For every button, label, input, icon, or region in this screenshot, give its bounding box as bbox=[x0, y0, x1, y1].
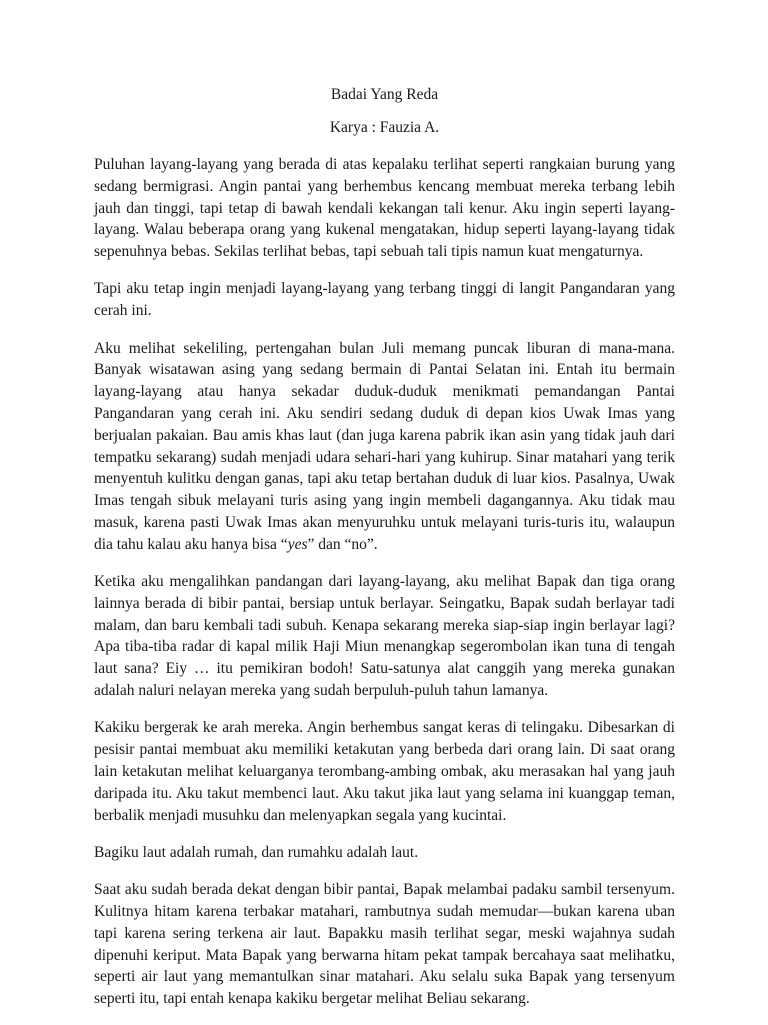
paragraph-3 bbox=[94, 338, 675, 556]
paragraph-7: Saat aku sudah berada dekat dengan bibir pantai, Bapak melambai padaku sambil tersenyum. Kulitnya hitam karena terbakar matahari, rambutnya sudah memudar—bukan karena uban tapi karena sering terkena air laut. Bapakku masih terlihat segar, meski wajahnya sudah dipenuhi keriput. Mata Bapak yang berwarna hitam pekat tampak bercahaya saat melihatku, seperti air laut yang memantulkan sinar matahari. Aku selalu suka Bapak yang tersenyum seperti itu, tapi entah kenapa kakiku bergetar melihat Beliau sekarang. bbox=[94, 881, 675, 1008]
quote-rest: ” dan “no”. bbox=[307, 535, 378, 553]
document-page bbox=[94, 84, 675, 1025]
paragraph-1: Puluhan layang-layang yang berada di atas kepalaku terlihat seperti rangkaian burung yang sedang bermigrasi. Angin pantai yang berhembus kencang membuat mereka terbang lebih jauh dan tinggi, tapi tetap di bawah kendali kekangan tali kenur. Aku ingin seperti layang-layang. Walau beberapa orang yang kukenal mengatakan, hidup seperti layang-layang tidak sepenuhnya bebas. Sekilas terlihat bebas, tapi sebuah tali tipis namun kuat mengaturnya. bbox=[94, 156, 675, 261]
paragraph-4: Ketika aku mengalihkan pandangan dari layang-layang, aku melihat Bapak dan tiga orang lainnya berada di bibir pantai, bersiap untuk berlayar. Seingatku, Bapak sudah berlayar tadi malam, dan baru kembali tadi subuh. Kenapa sekarang mereka siap-siap ingin berlayar lagi? Apa tiba-tiba radar di kapal milik Haji Miun menangkap segerombolan ikan tuna di tengah laut sana? Eiy … itu pemikiran bodoh! Satu-satunya alat canggih yang mereka gunakan adalah naluri nelayan mereka yang sudah berpuluh-puluh tahun lamanya. bbox=[94, 573, 675, 700]
document-author: Karya : Fauzia A. bbox=[329, 119, 440, 136]
paragraph-5: Kakiku bergerak ke arah mereka. Angin berhembus sangat keras di telingaku. Dibesarkan di pesisir pantai membuat aku memiliki ketakutan yang berbeda dari orang lain. Di saat orang lain ketakutan melihat keluarganya terombang-ambing ombak, aku merasakan hal yang jauh daripada itu. Aku takut membenci laut. Aku takut jika laut yang selama ini kuanggap teman, berbalik menjadi musuhku dan melenyapkan segala yang kucintai. bbox=[94, 719, 675, 824]
paragraph-6: Bagiku laut adalah rumah, dan rumahku adalah laut. bbox=[94, 843, 419, 861]
document-title: Badai Yang Reda bbox=[330, 86, 439, 103]
quote-open: “ bbox=[276, 535, 288, 553]
paragraph-3-text: Aku melihat sekeliling, pertengahan bulan Juli memang puncak liburan di mana-mana. Banyak wisatawan asing yang sedang bermain di Pantai Selatan ini. Entah itu bermain layang-layang atau hanya sekadar duduk-duduk menikmati pemandangan Pantai Pangandaran yang cerah ini. Aku sendiri sedang duduk di depan kios Uwak Imas yang berjualan pakaian. Bau amis khas laut (dan juga karena pabrik ikan asin yang tidak jauh dari tempatku sekarang) sudah menjadi udara sehari-hari yang kuhirup. Sinar matahari yang terik menyentuh kulitku dengan ganas, tapi aku tetap bertahan duduk di luar kios. Pasalnya, Uwak Imas tengah sibuk melayani turis asing yang ingin membeli dagangannya. Aku tidak mau masuk, karena pasti Uwak Imas akan menyuruhku untuk melayani turis-turis itu, walaupun dia tahu kalau aku hanya bisa bbox=[94, 339, 675, 553]
paragraph-2: Tapi aku tetap ingin menjadi layang-layang yang terbang tinggi di langit Pangandaran yang cerah ini. bbox=[94, 280, 675, 320]
yes-word: yes bbox=[287, 535, 308, 553]
